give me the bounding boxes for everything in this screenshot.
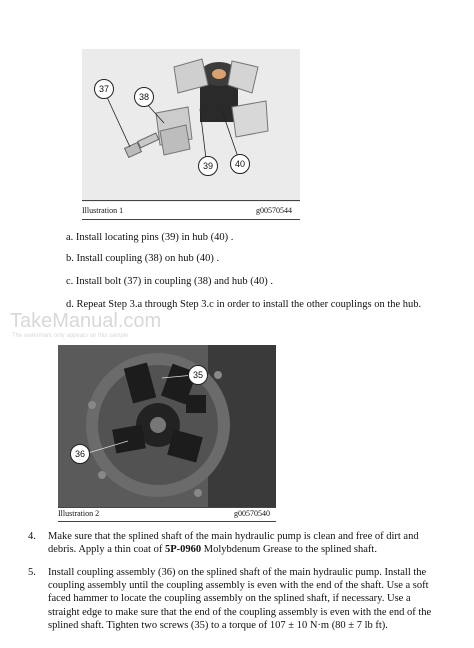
step-4-line-2-start: debris. Apply a thin coat of <box>48 544 165 556</box>
step-b-label: b. <box>66 253 74 264</box>
callout-40: 40 <box>230 154 250 174</box>
watermark-title: TakeManual.com <box>10 310 162 332</box>
illustration-2-bottom-rule <box>58 521 276 522</box>
callout-36: 36 <box>70 444 90 464</box>
step-b <box>66 252 219 265</box>
callout-38: 38 <box>134 87 154 107</box>
illustration-1-bottom-rule <box>82 219 300 220</box>
callout-35: 35 <box>188 365 208 385</box>
coupling-parts-drawing <box>82 49 300 202</box>
step-c-label: c. <box>66 276 74 287</box>
illustration-2-top-rule <box>58 507 276 508</box>
step-5-line-4: straight edge to make sure that the end of the coupling assembly is even with the end of the <box>48 606 432 618</box>
illustration-2-id: g00570540 <box>234 509 270 518</box>
callout-39: 39 <box>198 156 218 176</box>
step-a <box>66 231 233 244</box>
step-c <box>66 275 273 288</box>
step-5-text <box>48 566 431 632</box>
step-5-line-5: splined shaft. Tighten two screws (35) to a torque of 107 ± 10 N·m (80 ± 7 lb ft). <box>48 619 388 631</box>
step-d-text: Repeat Step 3.a through Step 3.c in order to install the other couplings on the hub. <box>76 299 422 310</box>
illustration-2-caption: Illustration 2 <box>58 509 100 518</box>
illustration-1-top-rule <box>82 200 300 201</box>
illustration-1-id: g00570544 <box>256 206 292 215</box>
step-a-text: Install locating pins (39) in hub (40) . <box>75 232 234 243</box>
step-5-line-1: Install coupling assembly (36) on the splined shaft of the main hydraulic pump. Install the <box>48 567 427 578</box>
step-a-label: a. <box>66 232 74 243</box>
watermark-subtitle: The watermark only appears on this sample <box>12 333 129 339</box>
step-4 <box>28 530 448 558</box>
step-c-text: Install bolt (37) in coupling (38) and hub (40) . <box>75 276 274 287</box>
step-5-line-2: coupling assembly until the coupling assembly is even with the end of the shaft. Use a soft <box>48 580 429 592</box>
callout-37: 37 <box>94 79 114 99</box>
step-b-text: Install coupling (38) on hub (40) . <box>76 253 220 264</box>
step-4-line-2 <box>48 543 419 556</box>
installed-coupling-photo <box>58 345 276 507</box>
step-4-text <box>48 530 419 556</box>
step-5 <box>28 566 448 636</box>
step-4-number: 4. <box>28 531 36 542</box>
part-number-5p-0960: 5P-0960 <box>164 544 202 556</box>
illustration-1-caption: Illustration 1 <box>82 206 124 215</box>
step-4-line-1: Make sure that the splined shaft of the main hydraulic pump is clean and free of dirt and <box>48 531 419 542</box>
step-4-line-2-end: Molybdenum Grease to the splined shaft. <box>201 544 377 556</box>
step-5-line-3: faced hammer to locate the coupling assembly on the splined shaft, if necessary. Use a <box>48 593 411 605</box>
illustration-1-image <box>82 49 300 202</box>
step-d-label: d. <box>66 299 74 310</box>
illustration-2-image <box>58 345 276 507</box>
step-5-number: 5. <box>28 567 36 578</box>
